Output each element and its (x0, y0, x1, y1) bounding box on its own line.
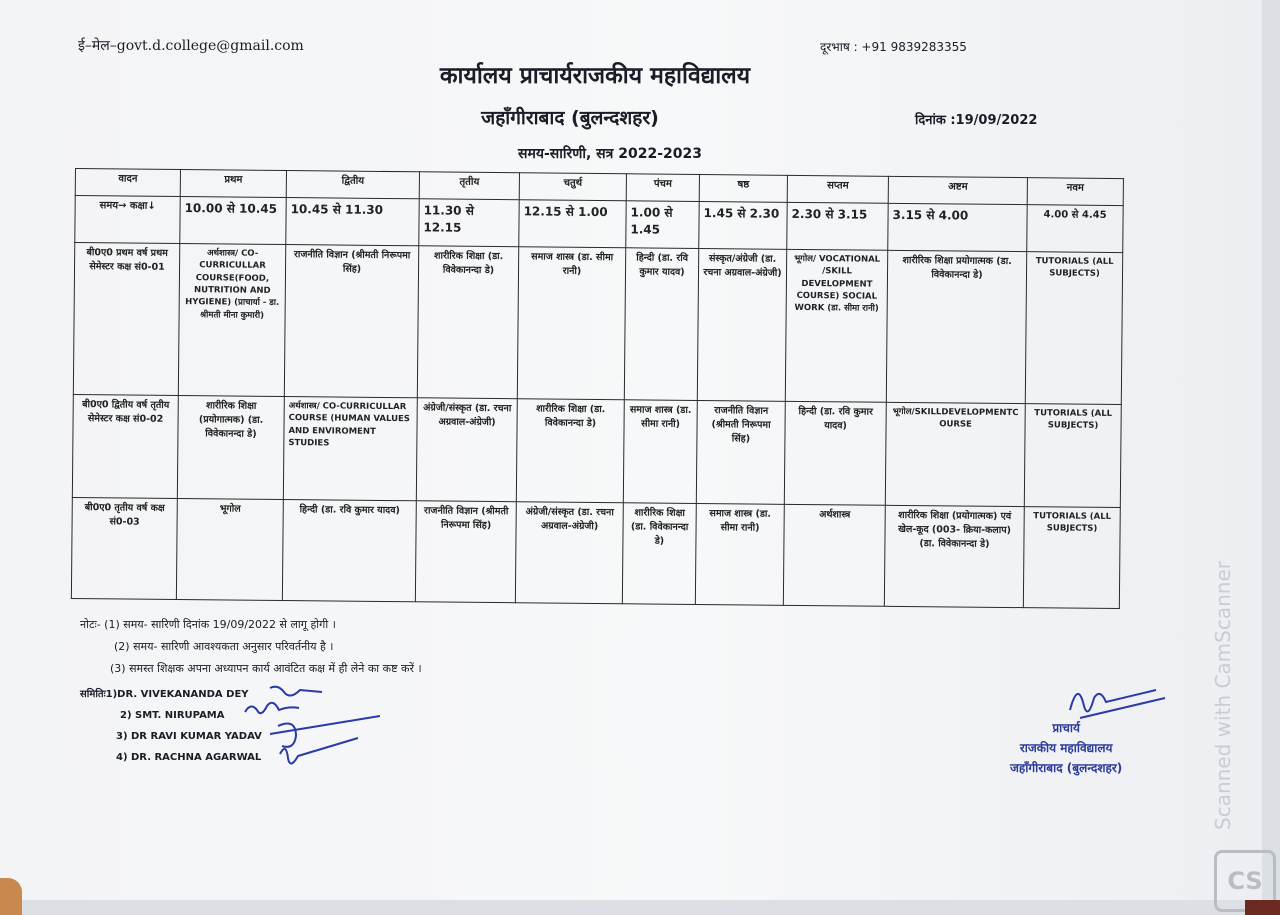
schedule-cell: संस्कृत/अंग्रेजी (डा. रचना अग्रवाल-अंग्रेजी) (697, 248, 786, 401)
college-phone: दूरभाष : +91 9839283355 (820, 40, 967, 54)
committee-member: समितिः1)DR. VIVEKANANDA DEY (80, 689, 249, 700)
schedule-cell: राजनीति विज्ञान (श्रीमती निरूपमा सिंह) (284, 245, 418, 398)
schedule-cell: भूगोल (176, 498, 283, 600)
committee-block (80, 684, 262, 768)
time-slot: 12.15 से 1.00 (519, 200, 626, 248)
schedule-cell: शारीरिक शिक्षा (डा. विवेकानन्दा डे) (622, 503, 696, 605)
class-row (72, 394, 1121, 507)
period-header: चतुर्थ (519, 173, 626, 201)
schedule-cell: समाज शास्त्र (डा. सीमा रानी) (517, 247, 625, 400)
time-slot: 10.00 से 10.45 (180, 197, 286, 245)
note-line: (3) समस्त शिक्षक अपना अध्यापन कार्य आवंटित कक्ष में ही लेने का कष्ट करें । (110, 662, 422, 675)
schedule-cell: TUTORIALS (ALL SUBJECTS) (1024, 404, 1121, 508)
time-slot: 2.30 से 3.15 (787, 202, 888, 250)
committee-member: 4) DR. RACHNA AGARWAL (116, 752, 262, 763)
period-header: वादन (75, 169, 180, 197)
time-slot: 4.00 से 4.45 (1027, 205, 1123, 253)
committee-signatures (240, 682, 380, 777)
camscanner-logo-icon: CS (1214, 850, 1276, 912)
document-date: दिनांक :19/09/2022 (915, 113, 1038, 128)
class-label: बी0ए0 द्वितीय वर्ष तृतीय सेमेस्टर कक्ष सं0-02 (72, 394, 178, 498)
office-title: कार्यालय प्राचार्यराजकीय महाविद्यालय (439, 63, 751, 89)
time-slot: 10.45 से 11.30 (286, 198, 419, 246)
stamp-line: जहाँगीराबाद (बुलन्दशहर) (1010, 761, 1123, 775)
stamp-line: प्राचार्य (1052, 721, 1080, 735)
schedule-cell: हिन्दी (डा. रवि कुमार यादव) (784, 401, 886, 505)
class-label: बी0ए0 प्रथम वर्ष प्रथम सेमेस्टर कक्ष सं0-01 (73, 243, 179, 396)
schedule-cell: अर्थशास्त्र/ CO-CURRICULLAR COURSE(FOOD, NUTRITION AND HYGIENE) (प्राचार्या - डा. श्रीमती मीना कुमारी) (178, 244, 285, 397)
period-header: द्वितीय (286, 171, 419, 199)
timetable (71, 168, 1124, 609)
time-slot: 3.15 से 4.00 (888, 203, 1027, 251)
period-header: पंचम (626, 174, 699, 202)
time-label: समय→ कक्षा↓ (75, 196, 180, 244)
schedule-cell: राजनीति विज्ञान (श्रीमती निरूपमा सिंह) (696, 400, 785, 504)
period-header: सप्तम (787, 175, 888, 203)
schedule-cell: हिन्दी (डा. रवि कुमार यादव) (282, 500, 416, 602)
schedule-cell: समाज शास्त्र (डा. सीमा रानी) (695, 503, 784, 605)
committee-member: 3) DR RAVI KUMAR YADAV (116, 731, 262, 742)
schedule-cell: शारीरिक शिक्षा (प्रयोगात्मक) एवं खेल-कूद (003- क्रिया-कलाप) (डा. विवेकानन्दा डे) (884, 505, 1024, 607)
schedule-cell: अर्थशास्त्र/ CO-CURRICULLAR COURSE (HUMAN VALUES AND ENVIROMENT STUDIES (283, 397, 417, 501)
college-location: जहाँगीराबाद (बुलन्दशहर) (481, 107, 659, 129)
time-slot: 11.30 से 12.15 (419, 199, 519, 247)
finger-edge (0, 878, 22, 915)
class-row (73, 243, 1122, 405)
college-email: ई–मेल–govt.d.college@gmail.com (78, 38, 304, 54)
note-line: (2) समय- सारिणी आवश्यकता अनुसार परिवर्तनीय है । (114, 640, 334, 653)
time-slot: 1.00 से 1.45 (626, 201, 699, 249)
period-header: अष्टम (888, 176, 1027, 204)
period-header: प्रथम (180, 170, 286, 198)
note-line: नोटः- (1) समय- सारिणी दिनांक 19/09/2022 से लागू होगी । (80, 618, 336, 631)
schedule-cell: समाज शास्त्र (डा. सीमा रानी) (623, 400, 697, 504)
notes-block (80, 614, 422, 680)
schedule-cell: अंग्रेजी/संस्कृत (डा. रचना अग्रवाल-अंग्रेजी) (416, 398, 517, 502)
principal-stamp (1010, 718, 1122, 778)
class-label: बी0ए0 तृतीय वर्ष कक्ष सं0-03 (71, 497, 177, 599)
schedule-cell: हिन्दी (डा. रवि कुमार यादव) (624, 248, 698, 401)
schedule-cell: भूगोल/SKILLDEVELOPMENTCOURSE (885, 402, 1025, 506)
schedule-cell: शारीरिक शिक्षा (डा. विवेकानन्दा डे) (516, 399, 624, 503)
committee-member: 2) SMT. NIRUPAMA (120, 710, 225, 721)
schedule-cell: भूगोल/ VOCATIONAL /SKILL DEVELOPMENT COURSE) SOCIAL WORK (डा. सीमा रानी) (785, 249, 887, 402)
table-corner (1245, 900, 1280, 915)
camscanner-watermark: Scanned with CamScanner (1211, 561, 1235, 830)
period-header: षष्ठ (699, 174, 787, 202)
schedule-cell: TUTORIALS (ALL SUBJECTS) (1023, 507, 1120, 609)
schedule-cell: राजनीति विज्ञान (श्रीमती निरूपमा सिंह) (415, 501, 516, 603)
class-row (71, 497, 1120, 608)
schedule-cell: अंग्रेजी/संस्कृत (डा. रचना अग्रवाल-अंग्रेजी) (515, 502, 623, 604)
timetable-title: समय-सारिणी, सत्र 2022-2023 (518, 146, 702, 162)
period-header: तृतीय (419, 172, 519, 200)
time-slot: 1.45 से 2.30 (699, 201, 787, 249)
schedule-cell: शारीरिक शिक्षा प्रयोगात्मक (डा. विवेकानन्दा डे) (886, 250, 1026, 403)
schedule-cell: शारीरिक शिक्षा (प्रयोगात्मक) (डा. विवेकानन्दा डे) (177, 396, 284, 500)
schedule-cell: TUTORIALS (ALL SUBJECTS) (1025, 252, 1122, 405)
schedule-cell: अर्थशास्त्र (783, 504, 885, 606)
stamp-line: राजकीय महाविद्यालय (1019, 741, 1113, 755)
period-header: नवम (1027, 178, 1123, 206)
schedule-cell: शारीरिक शिक्षा (डा. विवेकानन्दा डे) (417, 246, 518, 399)
